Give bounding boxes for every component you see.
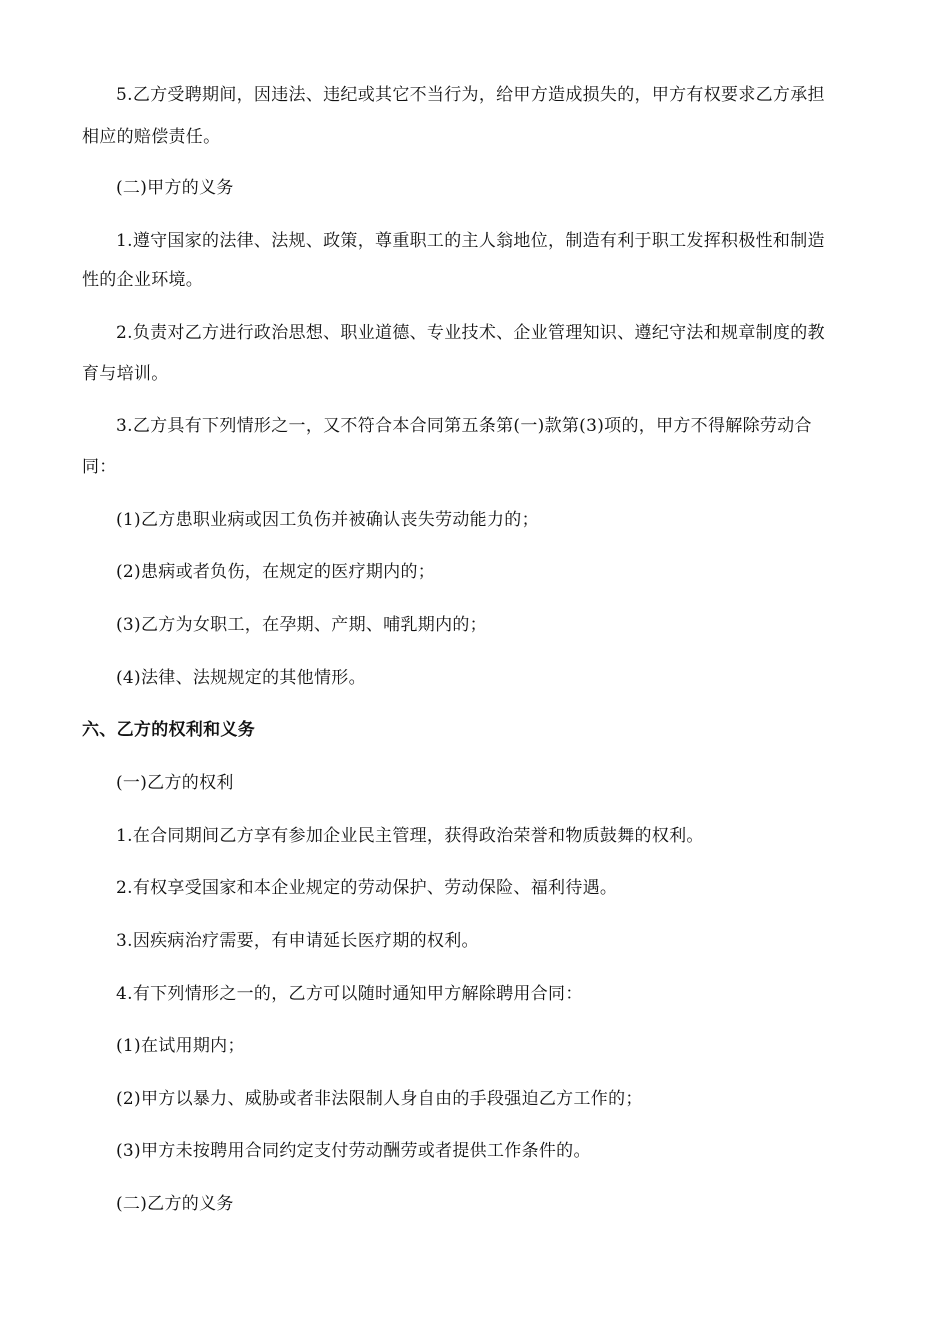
paragraph-line: 3.因疾病治疗需要，有申请延长医疗期的权利。	[116, 931, 479, 951]
paragraph-line: 3.乙方具有下列情形之一，又不符合本合同第五条第(一)款第(3)项的，甲方不得解除劳动合	[116, 416, 812, 436]
section-heading: 六、乙方的权利和义务	[82, 720, 255, 740]
paragraph-line: 5.乙方受聘期间，因违法、违纪或其它不当行为，给甲方造成损失的，甲方有权要求乙方承担	[116, 85, 825, 105]
list-item: (3)甲方未按聘用合同约定支付劳动酬劳或者提供工作条件的。	[116, 1141, 591, 1161]
list-item: (4)法律、法规规定的其他情形。	[116, 668, 366, 688]
subsection-heading: (一)乙方的权利	[116, 773, 234, 793]
list-item: (2)甲方以暴力、威胁或者非法限制人身自由的手段强迫乙方工作的；	[116, 1089, 643, 1109]
list-item: (3)乙方为女职工，在孕期、产期、哺乳期内的；	[116, 615, 487, 635]
paragraph-line: 育与培训。	[82, 364, 169, 384]
subsection-heading: (二)甲方的义务	[116, 178, 234, 198]
paragraph-line: 2.负责对乙方进行政治思想、职业道德、专业技术、企业管理知识、遵纪守法和规章制度的教	[116, 323, 825, 343]
paragraph-line: 相应的赔偿责任。	[82, 127, 221, 147]
list-item: (2)患病或者负伤，在规定的医疗期内的；	[116, 562, 436, 582]
paragraph-line: 1.遵守国家的法律、法规、政策，尊重职工的主人翁地位，制造有利于职工发挥积极性和制造	[116, 231, 825, 251]
paragraph-line: 1.在合同期间乙方享有参加企业民主管理，获得政治荣誉和物质鼓舞的权利。	[116, 826, 704, 846]
paragraph-line: 性的企业环境。	[82, 270, 204, 290]
paragraph-line: 4.有下列情形之一的，乙方可以随时通知甲方解除聘用合同：	[116, 984, 583, 1004]
list-item: (1)在试用期内；	[116, 1036, 245, 1056]
paragraph-line: 同：	[82, 457, 117, 477]
paragraph-line: 2.有权享受国家和本企业规定的劳动保护、劳动保险、福利待遇。	[116, 878, 618, 898]
list-item: (1)乙方患职业病或因工负伤并被确认丧失劳动能力的；	[116, 510, 539, 530]
subsection-heading: (二)乙方的义务	[116, 1194, 234, 1214]
